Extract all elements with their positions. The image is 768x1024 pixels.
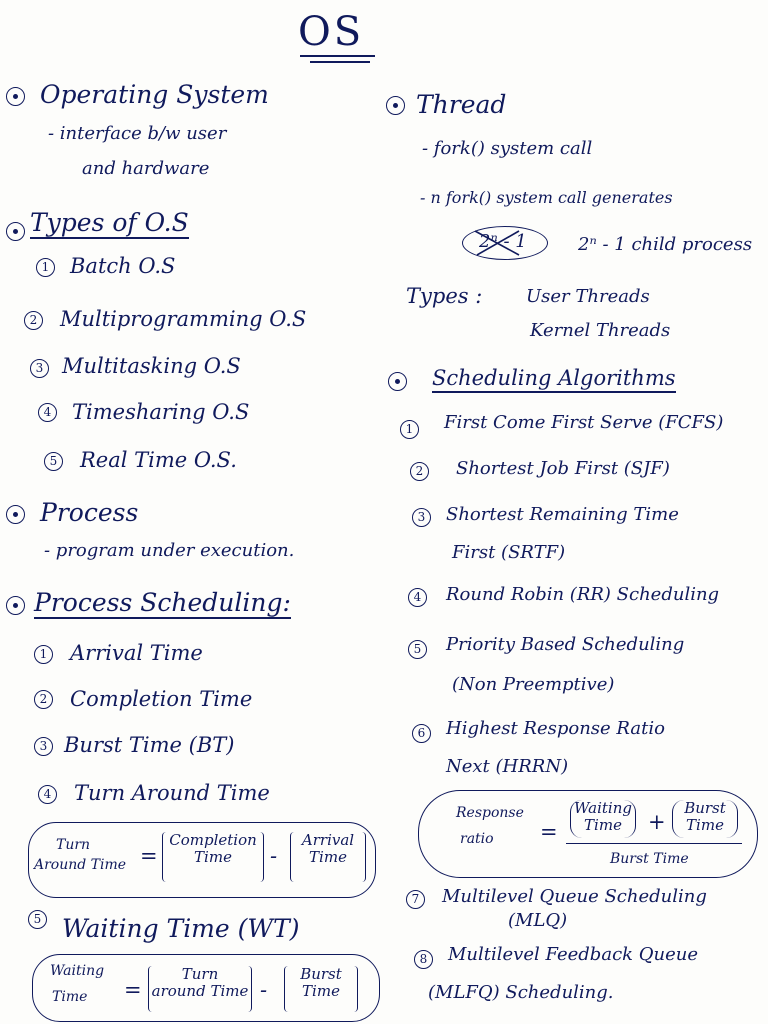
bullet-icon [6,505,25,524]
formula-lhs: Waiting [50,963,105,979]
algorithm-item: Multilevel Queue Scheduling [442,886,707,907]
formula-term-text: Turn [181,965,219,983]
process-heading: Process [40,498,139,527]
formula-term-arrival [290,832,366,882]
os-heading: Operating System [40,80,269,109]
thread-types-label: Types : [406,284,483,308]
scheduling-item: Arrival Time [70,641,203,665]
number-8-icon: 8 [414,950,433,969]
formula-minus: - [270,844,278,868]
os-definition-line2: and hardware [82,158,210,179]
formula-term-turnaround [148,966,252,1012]
formula-term-text: around Time [151,982,249,1001]
type-item: Batch O.S [70,254,176,278]
number-2-icon: 2 [410,462,429,481]
waiting-time-heading: Waiting Time (WT) [62,914,300,943]
types-heading: Types of O.S [30,208,189,237]
number-5-icon: 5 [44,452,63,471]
formula-lhs: Around Time [34,857,127,873]
bullet-icon [388,372,407,391]
scheduling-item: Burst Time (BT) [64,733,235,757]
page-title: OS [298,9,365,55]
scheduling-algorithms-heading: Scheduling Algorithms [432,368,676,393]
thread-heading: Thread [416,90,507,119]
formula-term-text: Time [686,816,724,835]
crossed-formula [462,226,548,260]
algorithm-item: Round Robin (RR) Scheduling [446,584,720,605]
fraction-bar [566,843,742,844]
number-5-icon: 5 [28,910,47,929]
algorithm-item-cont: (MLFQ) Scheduling. [428,982,614,1003]
number-4-icon: 4 [38,403,57,422]
scheduling-item: Completion Time [70,687,253,711]
title-underline [300,55,375,57]
thread-type-kernel: Kernel Threads [530,320,671,341]
formula-minus: - [260,978,268,1002]
bullet-icon [6,596,25,615]
algorithm-item-cont: First (SRTF) [452,542,566,563]
formula-term-text: Arrival [301,831,355,849]
thread-type-user: User Threads [526,286,650,307]
formula-term-text: Time [194,848,232,867]
formula-term-text: Time [584,816,622,835]
algorithm-item: Shortest Job First (SJF) [456,458,670,479]
number-4-icon: 4 [38,785,57,804]
algorithm-item-cont: (Non Preemptive) [452,674,615,695]
os-definition-line1: - interface b/w user [48,123,227,144]
algorithm-item: Priority Based Scheduling [446,634,685,655]
formula-term-burst [284,966,358,1012]
process-definition: - program under execution. [44,540,295,561]
type-item: Multiprogramming O.S [60,307,307,331]
formula-equals: = [124,978,142,1002]
formula-denominator: Burst Time [610,851,689,867]
process-scheduling-heading: Process Scheduling: [34,588,291,617]
number-1-icon: 1 [400,420,419,439]
number-2-icon: 2 [24,311,43,330]
number-5-icon: 5 [408,640,427,659]
bullet-icon [6,87,25,106]
number-1-icon: 1 [34,645,53,664]
algorithm-item: Highest Response Ratio [446,718,665,739]
formula-term-waiting [570,800,636,838]
number-3-icon: 3 [412,508,431,527]
formula-equals: = [140,844,158,868]
algorithm-item: First Come First Serve (FCFS) [444,412,724,433]
formula-term-burst [672,800,738,838]
formula-lhs: Time [52,989,88,1005]
type-item: Timesharing O.S [72,400,250,424]
formula-lhs: Response [456,805,524,821]
strike-icon [463,227,547,259]
thread-line: - n fork() system call generates [420,188,673,207]
formula-lhs: Turn [56,837,91,853]
thread-line: - fork() system call [422,138,593,159]
number-6-icon: 6 [412,724,431,743]
algorithm-item-cont: (MLQ) [508,910,568,931]
type-item: Real Time O.S. [80,448,237,472]
number-4-icon: 4 [408,588,427,607]
algorithm-item: Shortest Remaining Time [446,504,679,525]
algorithm-item: Multilevel Feedback Queue [448,944,699,965]
formula-term-text: Completion [169,831,257,849]
algorithm-item-cont: Next (HRRN) [446,756,569,777]
formula-term-text: Time [309,848,347,867]
formula-term-text: Waiting [574,799,632,817]
formula-plus: + [648,810,666,834]
title-underline [310,61,370,63]
number-1-icon: 1 [36,258,55,277]
bullet-icon [6,222,25,241]
number-2-icon: 2 [34,690,53,709]
formula-term-text: Burst [300,965,342,983]
type-item: Multitasking O.S [62,354,241,378]
number-3-icon: 3 [34,737,53,756]
scheduling-item: Turn Around Time [74,781,270,805]
crossed-formula-text: 2ⁿ - 1 [479,231,527,252]
formula-term-text: Burst [684,799,726,817]
number-3-icon: 3 [30,359,49,378]
child-process-formula: 2ⁿ - 1 child process [578,234,753,255]
formula-lhs: ratio [460,831,494,847]
number-7-icon: 7 [406,890,425,909]
formula-term-text: Time [302,982,340,1001]
formula-equals: = [540,820,558,844]
formula-term-completion [162,832,264,882]
bullet-icon [386,96,405,115]
